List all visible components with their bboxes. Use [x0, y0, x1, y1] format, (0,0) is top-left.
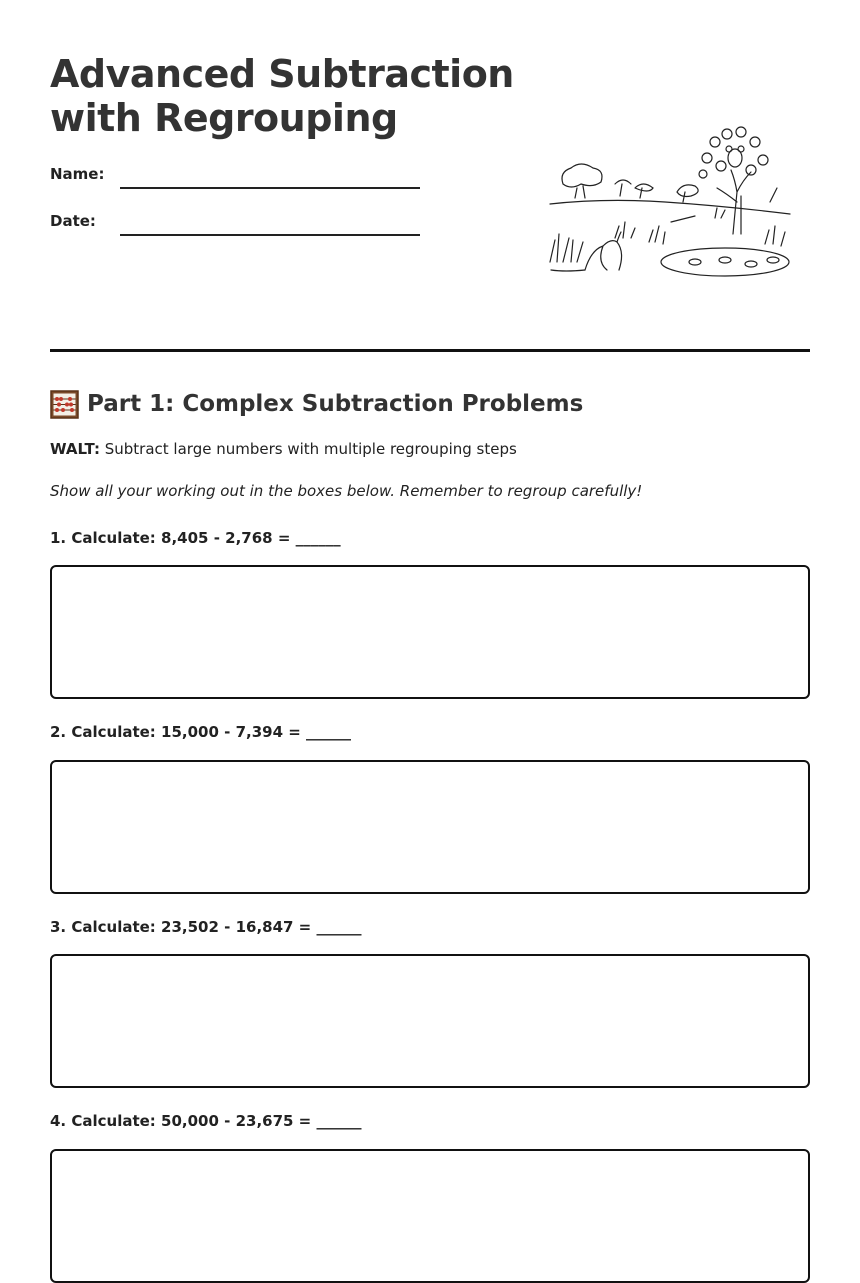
title-line-2: with Regrouping — [50, 96, 398, 140]
abacus-icon — [50, 390, 79, 419]
date-label: Date: — [50, 212, 96, 230]
question-2-answer-box[interactable] — [50, 760, 810, 894]
bush-scene-illustration — [545, 122, 795, 282]
section-heading — [50, 388, 583, 420]
title-line-1: Advanced Subtraction — [50, 52, 514, 96]
question-4-label: 4. Calculate: 50,000 - 23,675 = ______ — [50, 1112, 362, 1130]
question-2-label: 2. Calculate: 15,000 - 7,394 = ______ — [50, 723, 352, 741]
name-field-line[interactable] — [120, 187, 420, 189]
date-field-line[interactable] — [120, 234, 420, 236]
section-divider — [50, 349, 810, 352]
name-label: Name: — [50, 165, 105, 183]
section-title: Part 1: Complex Subtraction Problems — [87, 391, 584, 417]
page-title — [50, 52, 520, 140]
question-1-label: 1. Calculate: 8,405 - 2,768 = ______ — [50, 529, 341, 547]
question-3-label: 3. Calculate: 23,502 - 16,847 = ______ — [50, 918, 362, 936]
question-1-answer-box[interactable] — [50, 565, 810, 699]
walt-text: Subtract large numbers with multiple regrouping steps — [104, 440, 517, 458]
walt-label: WALT: — [50, 440, 100, 458]
walt-line — [50, 440, 517, 458]
question-4-answer-box[interactable] — [50, 1149, 810, 1283]
question-3-answer-box[interactable] — [50, 954, 810, 1088]
instruction-text: Show all your working out in the boxes below. Remember to regroup carefully! — [50, 482, 643, 500]
